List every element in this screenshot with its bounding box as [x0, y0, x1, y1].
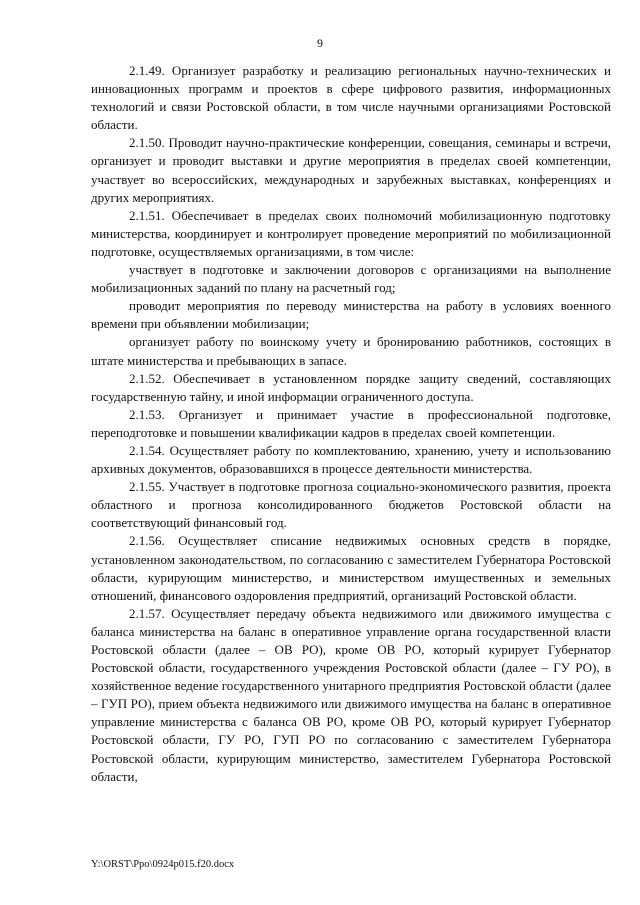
paragraph-2-1-54: 2.1.54. Осуществляет работу по комплектованию, хранению, учету и использованию архивных документов, образовавшихся в процессе деятельности министерства.: [91, 442, 611, 477]
paragraph-2-1-50: 2.1.50. Проводит научно-практические конференции, совещания, семинары и встречи, организует и проводит выставки и другие мероприятия в пределах своей компетенции, участвует во всероссийских, международных и зарубежных выставках, конференциях и других мероприятиях.: [91, 135, 611, 205]
document-body: [91, 62, 611, 786]
footer-file-path: Y:\ORST\Ppo\0924p015.f20.docx: [91, 859, 235, 870]
paragraph-2-1-51-item-contracts: участвует в подготовке и заключении договоров с организациями на выполнение мобилизационных заданий по плану на расчетный год;: [91, 262, 611, 296]
paragraph-2-1-55: 2.1.55. Участвует в подготовке прогноза социально-экономического развития, проекта областного и прогноза консолидированного бюджетов Ростовской области на соответствующий финансовый год.: [91, 479, 611, 531]
page-number: 9: [317, 36, 323, 50]
paragraph-2-1-57: 2.1.57. Осуществляет передачу объекта недвижимого или движимого имущества с баланса министерства на баланс в оперативное управление органа государственной власти Ростовской области (далее – ОВ РО), кроме ОВ РО, который курирует Губернатор Ростовской области, государственного учреждения Ростовской области (далее – ГУ РО), в хозяйственное ведение государственного унитарного предприятия Ростовской области (далее – ГУП РО), прием объекта недвижимого или движимого имущества на баланс в оперативное управление министерства с баланса ОВ РО, кроме ОВ РО, который курирует Губернатор Ростовской области, ГУ РО, ГУП РО по согласованию с заместителем Губернатора Ростовской области, курирующим министерство, заместителем Губернатора Ростовской области,: [91, 605, 611, 784]
paragraph-2-1-53: 2.1.53. Организует и принимает участие в профессиональной подготовке, переподготовке и повышении квалификации кадров в пределах своей компетенции.: [91, 406, 611, 440]
paragraph-2-1-49: 2.1.49. Организует разработку и реализацию региональных научно-технических и инновационных программ и проектов в сфере цифрового развития, информационных технологий и связи Ростовской области, в том числе научными организациями Ростовской области.: [91, 63, 611, 133]
paragraph-2-1-51: 2.1.51. Обеспечивает в пределах своих полномочий мобилизационную подготовку министерства, координирует и контролирует проведение мероприятий по мобилизационной подготовке, осуществляемых организациями, в том числе:: [91, 207, 611, 259]
paragraph-2-1-51-item-military-registration: организует работу по воинскому учету и бронированию работников, состоящих в штате министерства и пребывающих в запасе.: [91, 334, 611, 368]
paragraph-2-1-52: 2.1.52. Обеспечивает в установленном порядке защиту сведений, составляющих государственную тайну, и иной информации ограниченного доступа.: [91, 370, 611, 404]
paragraph-2-1-56: 2.1.56. Осуществляет списание недвижимых основных средств в порядке, установленном законодательством, по согласованию с заместителем Губернатора Ростовской области, курирующим министерство, и министерством имущественных и земельных отношений, финансового оздоровления предприятий, организаций Ростовской области.: [91, 533, 611, 603]
paragraph-2-1-51-item-wartime: проводит мероприятия по переводу министерства на работу в условиях военного времени при объявлении мобилизации;: [91, 298, 611, 332]
